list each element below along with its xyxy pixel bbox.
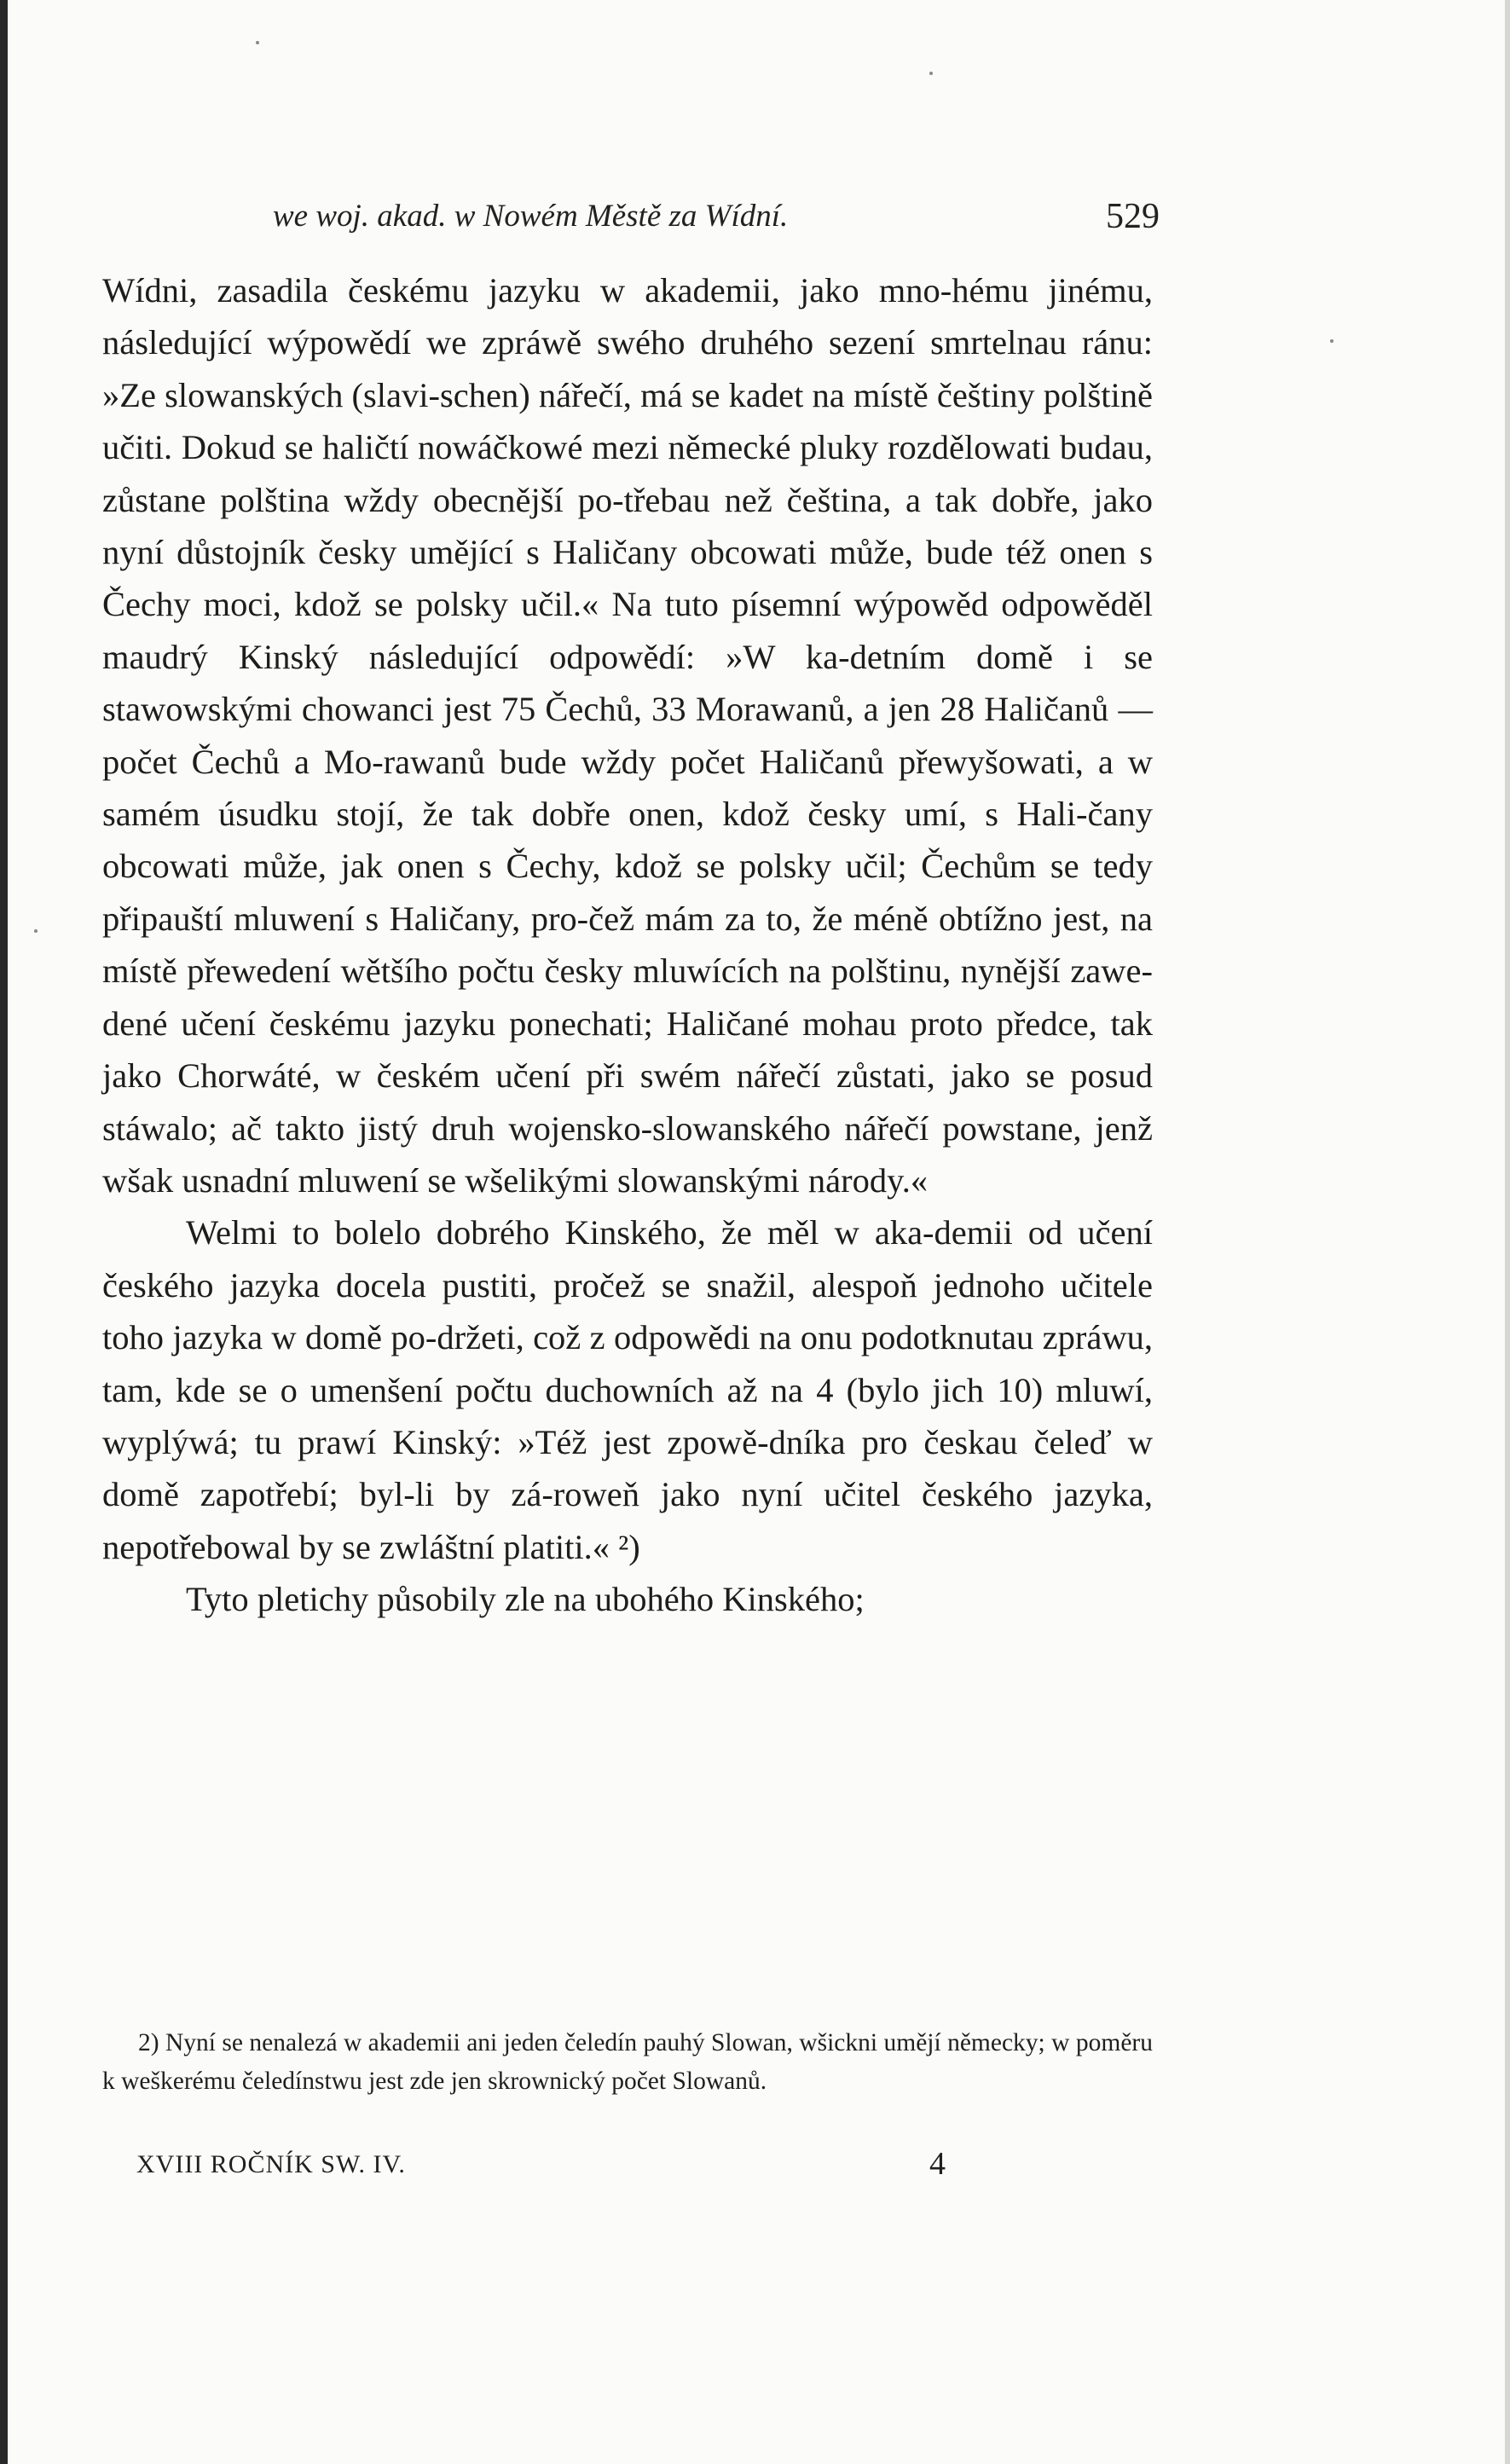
scan-speck — [1330, 339, 1334, 343]
footnote: 2) Nyní se nenalezá w akademii ani jeden čeledín pauhý Slowan, wšickni umějí německy; w poměru k weškerému čeledínstwu jest zde jen skrownický počet Slowanů. — [102, 2029, 1153, 2095]
printer-signature — [102, 2146, 1153, 2193]
scan-edge-left — [0, 0, 8, 2464]
page-number: 529 — [1106, 197, 1160, 236]
running-head — [102, 188, 1160, 247]
footnotes — [102, 2024, 1153, 2101]
scan-speck — [256, 41, 259, 44]
paragraph: Tyto pletichy působily zle na ubohého Kinského; — [186, 1580, 865, 1619]
scan-edge-right — [1505, 0, 1510, 2464]
paragraph: Welmi to bolelo dobrého Kinského, že měl w aka-demii od učení českého jazyka docela pustiti, pročež se snažil, alespoň jednoho učitele toho jazyka w domě po-držeti, což z odpowědi na onu podotknutau zpráwu, tam, kde se o umenšení počtu duchowních až na 4 (bylo jich 10) mluwí, wyplýwá; tu prawí Kinský: »Též jest zpowě-dníka pro českau čeleď w domě zapotřebí; byl-li by zá-roweň jako nyní učitel českého jazyka, nepotřebowal by se zwláštní platiti.« ²) — [102, 1213, 1153, 1566]
scan-speck — [929, 72, 933, 75]
scan-speck — [34, 929, 38, 933]
running-title: we woj. akad. w Nowém Městě za Wídní. — [273, 199, 789, 234]
sheet-number: 4 — [929, 2146, 946, 2182]
paragraph: Wídni, zasadila českému jazyku w akademii, jako mno-hému jinému, následující wýpowědí we zpráwě swého druhého sezení smrtelnau ránu: »Ze slowanských (slavi-schen) nářečí, má se kadet na místě češtiny polštině učiti. Dokud se haličtí nowáčkowé mezi německé pluky rozdělowati budau, zůstane polština wždy obecnější po-třebau než čeština, a tak dobře, jako nyní důstojník česky umějící s Haličany obcowati může, bude též onen s Čechy moci, kdož se polsky učil.« Na tuto písemní wýpowěd odpowěděl maudrý Kinský následující odpowědí: »W ka-detním domě i se stawowskými chowanci jest 75 Čechů, 33 Morawanů, a jen 28 Haličanů — počet Čechů a Mo-rawanů bude wždy počet Haličanů přewyšowati, a w samém úsudku stojí, že tak dobře onen, kdož česky umí, s Hali-čany obcowati může, jak onen s Čechy, kdož se polsky učil; Čechům se tedy připauští mluwení s Haličany, pro-čež mám za to, že méně obtížno jest, na místě přewedení wětšího počtu česky mluwících na polštinu, nynější zawe-dené učení českému jazyku ponechati; Haličané mohau proto předce, tak jako Chorwáté, w českém učení při swém nářečí zůstati, jako se posud stáwalo; ač takto jistý druh wojensko-slowanského nářečí powstane, jenž wšak usnadní mluwení se wšelikými slowanskými národy.« — [102, 271, 1153, 1200]
body-text — [102, 264, 1153, 1626]
volume-signature: XVIII ROČNÍK SW. IV. — [136, 2150, 406, 2178]
